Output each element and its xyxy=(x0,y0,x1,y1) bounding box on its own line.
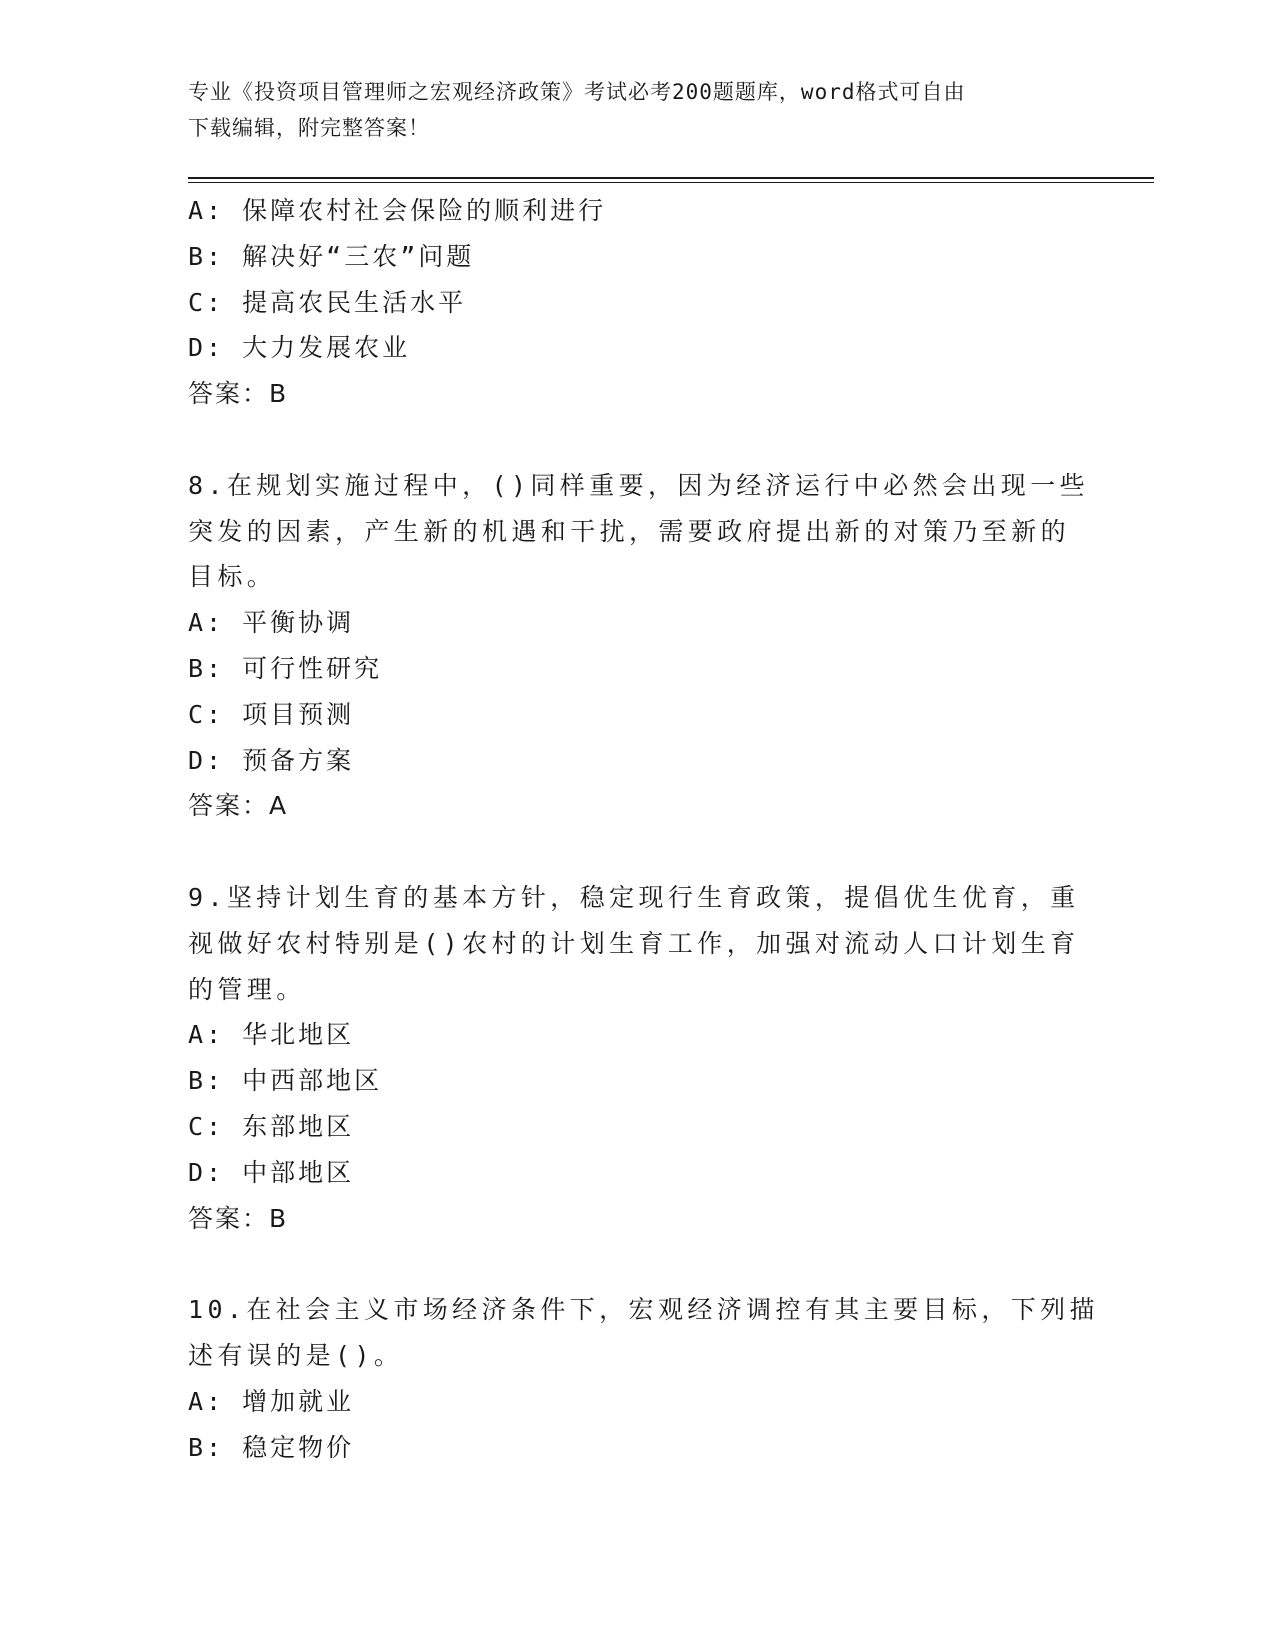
question-stem-line: 8.在规划实施过程中，()同样重要，因为经济运行中必然会出现一些 xyxy=(188,470,1090,500)
question-9 xyxy=(188,875,1088,1241)
document-header xyxy=(188,74,1088,146)
option-a: A: 保障农村社会保险的顺利进行 xyxy=(188,196,607,225)
answer-line: 答案：B xyxy=(188,379,289,409)
question-list xyxy=(188,188,1099,1470)
spacer xyxy=(188,1241,1088,1287)
answer-line: 答案：A xyxy=(188,791,289,821)
option-d: D: 预备方案 xyxy=(188,745,355,775)
question-stem-line: 突发的因素，产生新的机遇和干扰，需要政府提出新的对策乃至新的 xyxy=(188,516,1071,546)
question-stem-line: 的管理。 xyxy=(188,974,306,1004)
option-a: A: 平衡协调 xyxy=(188,608,355,638)
spacer xyxy=(188,829,1088,875)
header-divider-thick xyxy=(188,177,1154,179)
question-10 xyxy=(188,1287,1099,1470)
option-c: C: 项目预测 xyxy=(188,699,355,729)
question-8 xyxy=(188,463,1088,829)
option-a: A: 增加就业 xyxy=(188,1386,355,1416)
question-7 xyxy=(188,188,1088,417)
option-b: B: 可行性研究 xyxy=(188,653,383,683)
question-stem-line: 10.在社会主义市场经济条件下，宏观经济调控有其主要目标，下列描 xyxy=(188,1295,1099,1325)
spacer xyxy=(188,417,1088,463)
answer-line: 答案：B xyxy=(188,1203,289,1233)
question-stem-line: 述有误的是()。 xyxy=(188,1340,404,1370)
header-line-2: 下载编辑，附完整答案！ xyxy=(188,116,430,140)
option-b: B: 中西部地区 xyxy=(188,1066,383,1096)
question-stem-line: 9.坚持计划生育的基本方针，稳定现行生育政策，提倡优生优育，重 xyxy=(188,882,1080,912)
option-a: A: 华北地区 xyxy=(188,1020,355,1050)
question-stem-line: 视做好农村特别是()农村的计划生育工作，加强对流动人口计划生育 xyxy=(188,928,1080,958)
option-d: D: 大力发展农业 xyxy=(188,333,411,363)
option-b: B: 稳定物价 xyxy=(188,1432,355,1462)
option-c: C: 提高农民生活水平 xyxy=(188,287,467,317)
option-d: D: 中部地区 xyxy=(188,1157,355,1187)
header-line-1: 专业《投资项目管理师之宏观经济政策》考试必考200题题库，word格式可自由 xyxy=(188,80,966,104)
option-b: B: 解决好“三农”问题 xyxy=(188,241,475,271)
header-divider-thin xyxy=(188,182,1154,183)
question-stem-line: 目标。 xyxy=(188,562,277,592)
option-c: C: 东部地区 xyxy=(188,1111,355,1141)
